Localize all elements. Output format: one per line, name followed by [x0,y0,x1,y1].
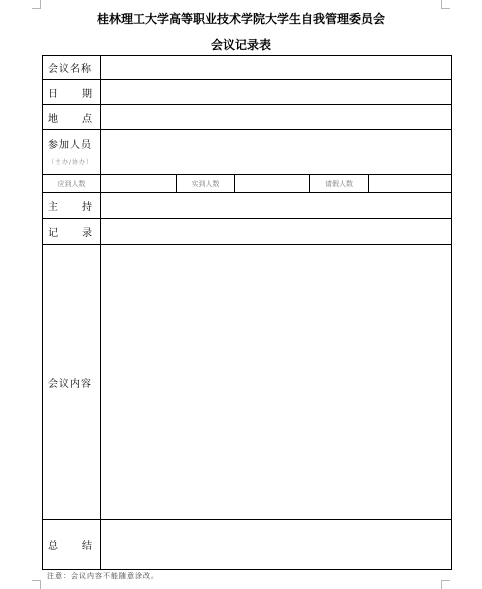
row-host [43,193,452,219]
place-label-char-2: 点 [82,113,92,125]
content-field[interactable] [101,245,452,520]
leave-count-label: 请假人数 [310,175,369,193]
host-label-char-1: 主 [48,202,58,213]
participants-label [43,130,101,175]
page-title: 桂林理工大学高等职业技术学院大学生自我管理委员会 [96,12,385,26]
place-label [43,105,101,130]
row-participants [43,130,452,175]
row-counts [43,175,452,193]
recorder-label-char-1: 记 [48,228,58,239]
meeting-name-field[interactable] [101,56,452,80]
date-field[interactable] [101,80,452,105]
footer-note: 注意：会议内容不能随意涂改。 [47,572,159,580]
margin-corner-top-left [32,0,41,9]
margin-corner-bottom-right [441,580,450,589]
row-content [43,245,452,520]
date-label-char-2: 期 [82,88,92,100]
summary-label [43,520,101,570]
row-meeting-name [43,56,452,80]
leave-count-field[interactable] [369,175,452,193]
participants-label-text: 参加人员 [48,140,92,151]
row-summary [43,520,452,570]
row-date [43,80,452,105]
date-label [43,80,101,105]
summary-field[interactable] [101,520,452,570]
margin-corner-bottom-left [32,580,41,589]
margin-corner-top-right [441,0,450,9]
row-recorder [43,219,452,245]
meeting-record-table [42,55,452,570]
participants-field[interactable] [101,130,452,175]
date-label-char-1: 日 [48,88,58,100]
expected-count-label: 应到人数 [43,175,101,193]
participants-note: （主办/协办） [48,159,94,166]
host-label [43,193,101,219]
page-subtitle: 会议记录表 [210,38,271,52]
host-label-char-2: 持 [82,202,92,213]
place-field[interactable] [101,105,452,130]
summary-label-char-2: 结 [82,541,92,552]
summary-label-char-1: 总 [48,541,58,552]
recorder-label-char-2: 录 [82,228,92,239]
place-label-char-1: 地 [48,113,58,125]
recorder-field[interactable] [101,219,452,245]
row-place [43,105,452,130]
meeting-name-label: 会议名称 [43,56,101,80]
recorder-label [43,219,101,245]
actual-count-label: 实到人数 [177,175,235,193]
expected-count-field[interactable] [101,175,177,193]
content-label: 会议内容 [43,245,101,520]
host-field[interactable] [101,193,452,219]
actual-count-field[interactable] [235,175,310,193]
